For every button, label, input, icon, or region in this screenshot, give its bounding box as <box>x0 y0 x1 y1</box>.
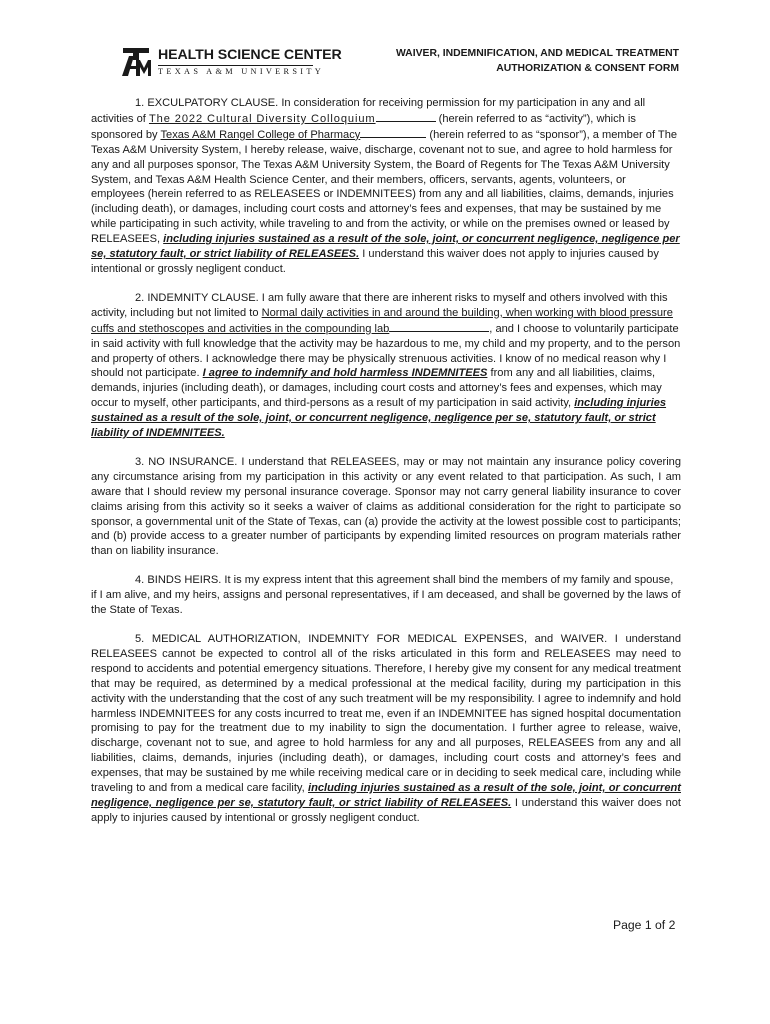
exculpatory-clause <box>91 96 681 277</box>
document-body <box>91 96 681 840</box>
logo-text <box>158 48 342 77</box>
university-logo <box>120 46 342 78</box>
clause-1-text-c: (herein referred to as “sponsor”), a member of The Texas A&M University System, I hereby release, waive, discharge, covenant not to sue, and agree to hold harmless for any and all purposes sponsor, The Texas A&M University System, the Board of Regents for The Texas A&M University System, and Texas A&M Health Science Center, and their members, officers, servants, agents, volunteers, or employees (herein referred to as RELEASEES or INDEMNITEES) from any and all liabilities, claims, demands, injuries (including death), or damages, including court costs and attorney’s fees and expenses, that may be sustained by me while participating in such activity, while traveling to and from the activity, or while on the premises owned or leased by RELEASEES, <box>91 128 678 246</box>
risks-field-underline <box>389 321 489 332</box>
indemnity-clause <box>91 291 681 441</box>
clause-5-emphasis: including injuries sustained as a result of the sole, joint, or concurrent negligence, negligence per se, statutory fault, or strict liability of RELEASEES. <box>91 782 681 809</box>
clause-1-text-d: I understand this waiver does not apply to injuries caused by intentional or grossly negligent conduct. <box>91 248 659 275</box>
sponsor-name-field[interactable]: Texas A&M Rangel College of Pharmacy <box>160 128 361 141</box>
clause-4-text: 4. BINDS HEIRS. It is my express intent that this agreement shall bind the members of my family and spouse, if I am alive, and my heirs, assigns and personal representatives, if I am deceased, and shall be governed by the laws of the State of Texas. <box>91 574 681 617</box>
document-title-line-2: AUTHORIZATION & CONSENT FORM <box>496 63 679 74</box>
logo-divider <box>158 65 313 66</box>
clause-3-text: 3. NO INSURANCE. I understand that RELEASEES, may or may not maintain any insurance policy covering any circumstance arising from my participation in this activity or any event related to that participation. As such, I am aware that I should review my personal insurance coverage. Sponsor may not carry general liability insurance to cover claims arising from this activity so it seeks a waiver of claims as additional consideration for the right to participate so sponsor, a governmental unit of the State of Texas, can (a) provide the activity at the lowest possible cost to participants; and (b) provide access to a greater number of participants by expending limited resources on program materials rather than on liability insurance. <box>91 455 681 558</box>
document-title <box>396 46 679 76</box>
clause-2-text-c: from any and all liabilities, claims, demands, injuries (including death), or damages, including court costs and attorney’s fees and expenses, which may occur to myself, other participants, and third-persons as a result of my participation in said activity, <box>91 367 662 410</box>
clause-1-text-a: 1. EXCULPATORY CLAUSE. In consideration for receiving permission for my participation in any and all activities of <box>91 97 646 125</box>
atm-logo-icon <box>120 46 152 78</box>
page-number: Page 1 of 2 <box>613 918 676 932</box>
risks-field[interactable]: Normal daily activities in and around the building, when working with blood pressure cuffs and stethoscopes and activities in the compounding lab <box>91 306 673 335</box>
clause-2-text-b: , and I choose to voluntarily participate in said activity with full knowledge that the activity may be hazardous to me, my child and my property, and to the person and property of others. I acknowledge there may be physically strenuous activities. I know of no medical reason why I should not participate. <box>91 322 681 380</box>
logo-subtitle: TEXAS A&M UNIVERSITY <box>158 66 325 76</box>
document-title-line-1: WAIVER, INDEMNIFICATION, AND MEDICAL TREATMENT <box>395 48 679 59</box>
no-insurance-clause <box>91 455 681 559</box>
sponsor-field-underline <box>360 127 426 138</box>
logo-title: HEALTH SCIENCE CENTER <box>158 46 342 63</box>
clause-2-text-a: 2. INDEMNITY CLAUSE. I am fully aware that there are inherent risks to myself and others involved with this activity, including but not limited to <box>91 291 668 319</box>
clause-5-text-b: I understand this waiver does not apply to injuries caused by intentional or grossly negligent conduct. <box>91 796 681 824</box>
clause-5-text-a: 5. MEDICAL AUTHORIZATION, INDEMNITY FOR MEDICAL EXPENSES, and WAIVER. I understand RELEASEES cannot be expected to control all of the risks articulated in this form and RELEASEES may need to respond to accidents and potential emergency situations. Therefore, I hereby give my consent for any medical treatment that may be required, as determined by a medical professional at the medical facility, during my participation in this activity with the understanding that the cost of any such treatment will be my responsibility. I agree to indemnify and hold harmless INDEMNITEES for any costs incurred to treat me, even if an INDEMNITEE has signed hospital documentation promising to pay for the treatment due to my inability to sign the documentation. I further agree to release, waive, discharge, covenant not to sue, and agree to hold harmless for any and all purposes, RELEASEES from any and all liabilities, claims, demands, injuries (including death), or damages, including court costs and attorney’s fees and expenses, that may be sustained by me while receiving medical care or in deciding to seek medical care, including while traveling to and from a medical care facility, <box>91 633 681 795</box>
medical-authorization-clause <box>91 632 681 826</box>
activity-field-underline <box>376 111 436 122</box>
clause-1-text-b: (herein referred to as “activity”), which is sponsored by <box>91 112 636 141</box>
activity-name-field[interactable]: The 2022 Cultural Diversity Colloquium <box>148 112 376 125</box>
clause-1-emphasis: including injuries sustained as a result of the sole, joint, or concurrent negligence, negligence per se, statutory fault, or strict liability of RELEASEES. <box>91 233 680 261</box>
clause-2-emphasis-1: I agree to indemnify and hold harmless INDEMNITEES <box>202 367 488 380</box>
clause-2-emphasis-2: including injuries sustained as a result of the sole, joint, or concurrent negligence, negligence per se, statutory fault, or strict liability of INDEMNITEES. <box>91 397 667 440</box>
binds-heirs-clause <box>91 573 681 618</box>
